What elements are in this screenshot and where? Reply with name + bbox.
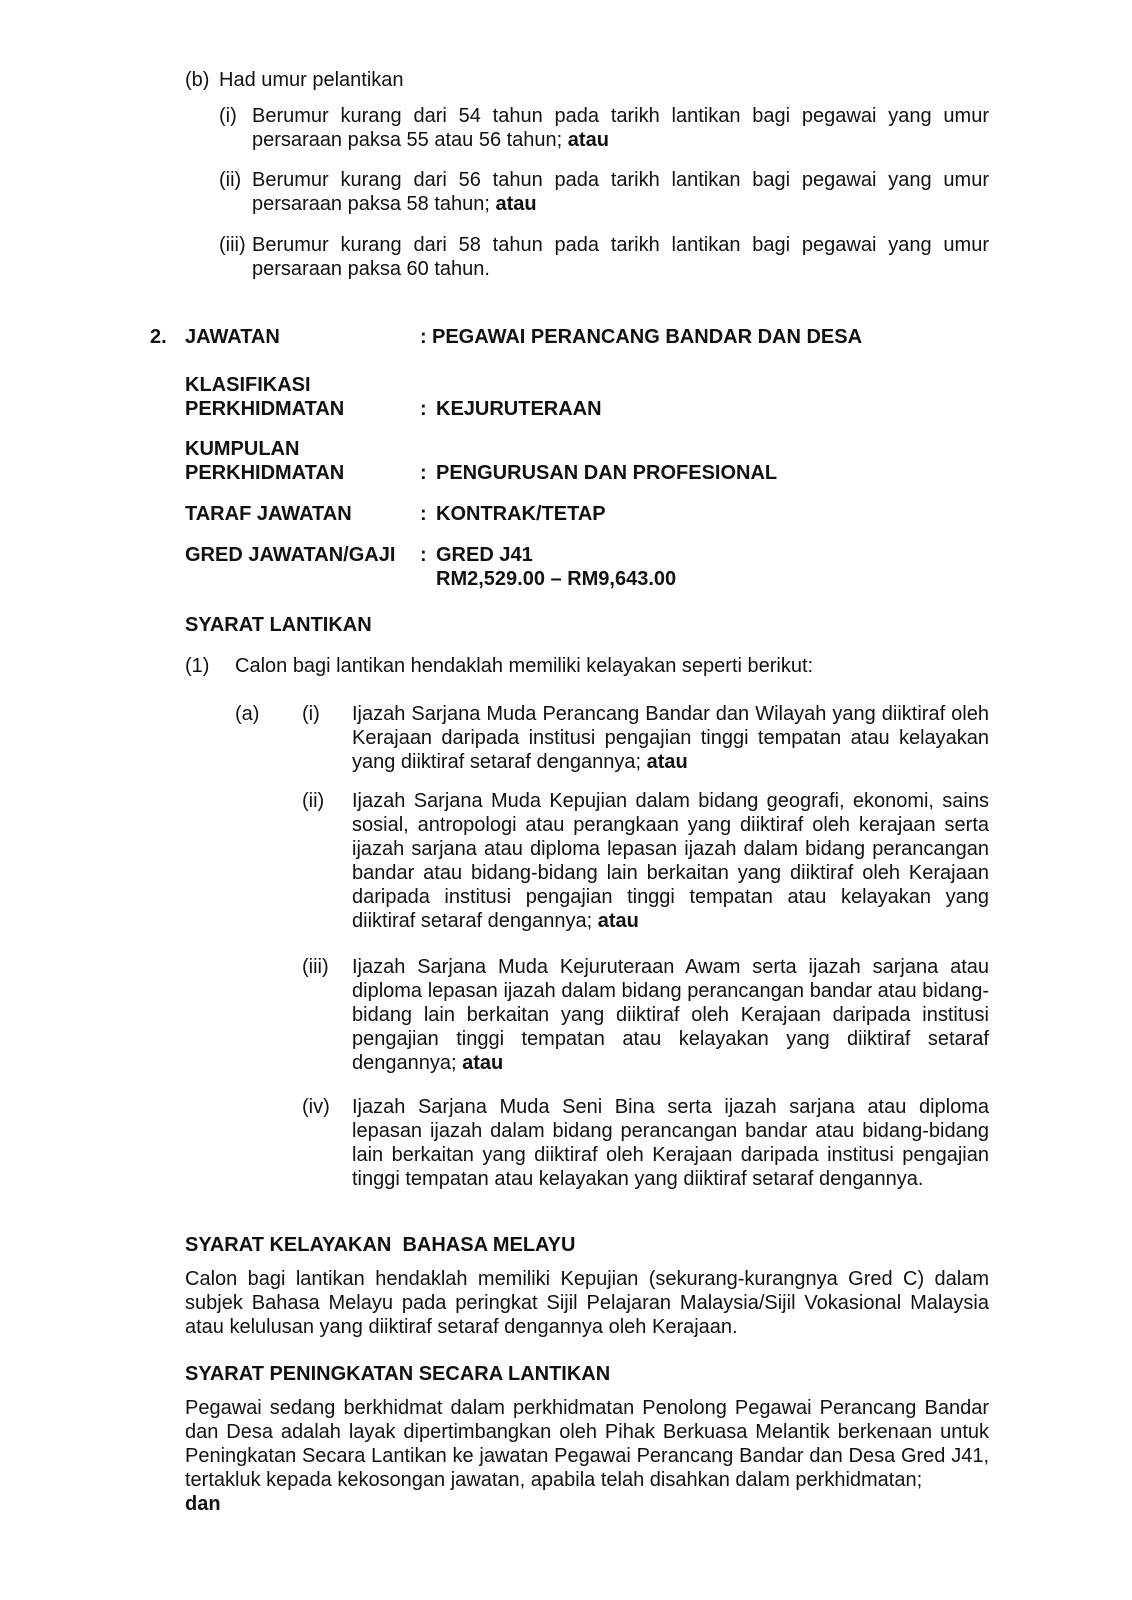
qualification-marker: (iv) [302, 1096, 330, 1118]
field-value-jawatan: PEGAWAI PERANCANG BANDAR DAN DESA [432, 326, 863, 348]
age-item-text: Berumur kurang dari 58 tahun pada tarikh lantikan bagi pegawai yang umur persaraan paksa 60 tahun. [252, 234, 989, 280]
age-item [252, 104, 989, 152]
qualification-text: Ijazah Sarjana Muda Kepujian dalam bidang geografi, ekonomi, sains sosial, antropologi atau perangkaan yang diiktiraf oleh kerajaan serta ijazah sarjana atau diploma lepasan ijazah dalam bidang perancangan bandar atau bidang-bidang lain berkaitan yang diiktiraf oleh Kerajaan daripada institusi pengajian tinggi tempatan atau kelayakan yang diiktiraf setaraf dengannya; [352, 790, 989, 932]
field-label-kumpulan: KUMPULAN [185, 438, 300, 460]
field-colon: : [420, 462, 427, 484]
peningkatan-paragraph [185, 1396, 989, 1516]
field-label-kumpulan-line2: PERKHIDMATAN [185, 462, 345, 484]
field-label-jawatan: JAWATAN [185, 326, 280, 348]
qualification-conj: atau [597, 910, 639, 932]
heading-bahasa-melayu: SYARAT KELAYAKAN BAHASA MELAYU [185, 1234, 576, 1256]
qualification-marker: (iii) [302, 956, 329, 978]
qualification-text: Ijazah Sarjana Muda Kejuruteraan Awam serta ijazah sarjana atau diploma lepasan ijazah dalam bidang perancangan bandar atau bidang-bidang lain berkaitan yang diiktiraf oleh Kerajaan daripada institusi pengajian tinggi tempatan atau kelayakan yang diiktiraf setaraf dengannya; [352, 956, 989, 1074]
heading-syarat-lantikan: SYARAT LANTIKAN [185, 614, 372, 636]
field-value-klasifikasi: KEJURUTERAAN [436, 398, 602, 420]
heading-peningkatan: SYARAT PENINGKATAN SECARA LANTIKAN [185, 1363, 611, 1385]
qualification-item [352, 955, 989, 1075]
age-item-text: Berumur kurang dari 54 tahun pada tarikh lantikan bagi pegawai yang umur persaraan paksa 55 atau 56 tahun; [252, 105, 989, 151]
field-colon: : [420, 326, 427, 348]
age-item-conj: atau [495, 193, 537, 215]
qualification-text: Ijazah Sarjana Muda Perancang Bandar dan Wilayah yang diiktiraf oleh Kerajaan daripada institusi pengajian tinggi tempatan atau kelayakan yang diiktiraf setaraf dengannya; [352, 703, 989, 773]
field-value-gaji: RM2,529.00 – RM9,643.00 [436, 568, 677, 590]
qualification-item [352, 1095, 989, 1191]
qualification-marker: (i) [302, 703, 320, 725]
field-colon: : [420, 544, 427, 566]
field-label-klasifikasi-line2: PERKHIDMATAN [185, 398, 345, 420]
field-label-taraf: TARAF JAWATAN [185, 503, 352, 525]
age-item-marker: (iii) [219, 234, 246, 256]
section-number: 2. [150, 326, 167, 348]
field-value-taraf: KONTRAK/TETAP [436, 503, 606, 525]
qualification-marker: (ii) [302, 790, 325, 812]
field-label-klasifikasi: KLASIFIKASI [185, 374, 311, 396]
field-colon: : [420, 503, 427, 525]
field-colon: : [420, 398, 427, 420]
age-item-text: Berumur kurang dari 56 tahun pada tarikh lantikan bagi pegawai yang umur persaraan paksa 58 tahun; [252, 169, 989, 215]
age-item-marker: (ii) [219, 169, 242, 191]
peningkatan-text: Pegawai sedang berkhidmat dalam perkhidmatan Penolong Pegawai Perancang Bandar dan Desa adalah layak dipertimbangkan oleh Pihak Berkuasa Melantik berkenaan untuk Peningkatan Secara Lantikan ke jawatan Pegawai Perancang Bandar dan Desa Gred J41, tertakluk kepada kekosongan jawatan, apabila telah disahkan dalam perkhidmatan; [185, 1397, 989, 1491]
bahasa-melayu-paragraph: Calon bagi lantikan hendaklah memiliki Kepujian (sekurang-kurangnya Gred C) dalam subjek Bahasa Melayu pada peringkat Sijil Pelajaran Malaysia/Sijil Vokasional Malaysia atau kelulusan yang diiktiraf setaraf dengannya oleh Kerajaan. [185, 1268, 989, 1338]
field-value-gred: GRED J41 [436, 544, 533, 566]
age-item [252, 168, 989, 216]
qualification-text: Ijazah Sarjana Muda Seni Bina serta ijazah sarjana atau diploma lepasan ijazah dalam bidang perancangan bandar atau bidang-bidang lain berkaitan yang diiktiraf oleh Kerajaan daripada institusi pengajian tinggi tempatan atau kelayakan yang diiktiraf setaraf dengannya. [352, 1096, 989, 1190]
qualification-item [352, 702, 989, 774]
section-b-marker: (b) [185, 69, 210, 91]
qualification-conj: atau [462, 1052, 504, 1074]
age-item [252, 233, 989, 281]
peningkatan-conj: dan [185, 1493, 221, 1515]
intro-text: Calon bagi lantikan hendaklah memiliki kelayakan seperti berikut: [235, 655, 814, 677]
qualification-item [352, 789, 989, 933]
qualification-conj: atau [646, 751, 688, 773]
age-item-marker: (i) [219, 105, 237, 127]
age-item-conj: atau [567, 129, 609, 151]
group-marker: (a) [235, 703, 260, 725]
intro-marker: (1) [185, 655, 210, 677]
field-value-kumpulan: PENGURUSAN DAN PROFESIONAL [436, 462, 778, 484]
section-b-title: Had umur pelantikan [219, 69, 404, 91]
field-label-gred: GRED JAWATAN/GAJI [185, 544, 396, 566]
